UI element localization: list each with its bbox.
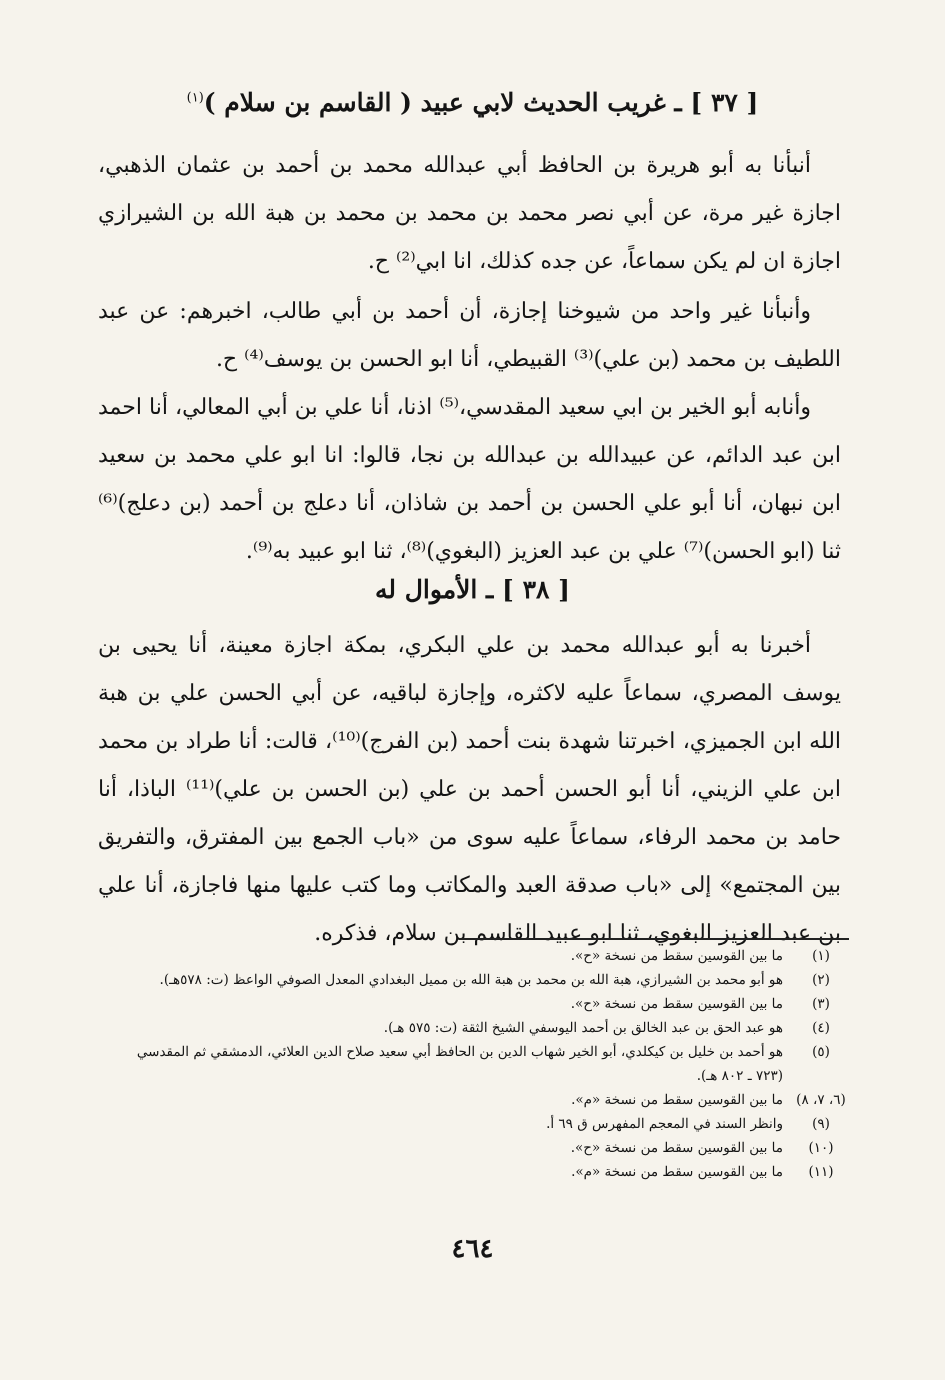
paragraph: أخبرنا به أبو عبدالله محمد بن علي البكري، بمكة اجازة معينة، أنا يحيى بن يوسف المصري، سماعاً عليه لاكثره، وإجازة لباقيه، عن أبي الحسن علي بن هبة الله ابن الجميزي، اخبرتنا شهدة بنت أحمد (بن الفرج)⁽¹⁰⁾، قالت: أنا طراد بن محمد ابن علي الزيني، أنا أبو الحسن أحمد بن علي (بن الحسن بن علي)⁽¹¹⁾ الباذا، أنا حامد بن محمد الرفاء، سماعاً عليه سوى من «باب الجمع بين المفترق، والتفريق بين المجتمع» إلى «باب صدقة العبد والمكاتب وما كتب عليها منها فاجازة، أنا علي بن عبد العزيز البغوي، ثنا ابو عبيد القاسم بن سلام، فذكره. [98,633,842,946]
paragraph: وأنابه أبو الخير بن ابي سعيد المقدسي،⁽⁵⁾ اذنا، أنا علي بن أبي المعالي، أنا احمد ابن عبد الدائم، عن عبيدالله بن عبدالله بن نجا، قالوا: انا ابو علي محمد بن سعيد ابن نبهان، أنا أبو علي الحسن بن أحمد بن شاذان، أنا دعلج بن أحمد (بن دعلج)⁽⁶⁾ ثنا (ابو الحسن)⁽⁷⁾ علي بن عبد العزيز (البغوي)⁽⁸⁾، ثنا ابو عبيد به⁽⁹⁾. [98,395,841,564]
footnote-text: ما بين القوسين سقط من نسخة «م». [571,1092,783,1108]
footnote-text: هو عبد الحق بن عبد الخالق بن أحمد اليوسفي الشيخ الثقة (ت: ٥٧٥ هـ). [383,1020,783,1036]
footnote-number: (٤) [812,1020,830,1036]
footnote-number: (١٠) [808,1140,834,1156]
section-heading-38 [100,575,845,604]
footnote-text: ما بين القوسين سقط من نسخة «ح». [570,948,783,964]
footnote-text: ما بين القوسين سقط من نسخة «م». [571,1164,783,1180]
footnote-text: ما بين القوسين سقط من نسخة «ح». [570,1140,783,1156]
footnote-number: (١) [812,948,830,964]
footnote [108,968,849,992]
footnote-text: هو أحمد بن خليل بن كيكلدي، أبو الخير شهاب الدين بن الحافظ أبي سعيد صلاح الدين العلائي، الدمشقي ثم المقدسي (٧٢٣ ـ ٨٠٢ هـ). [136,1044,783,1084]
footnote-text: ما بين القوسين سقط من نسخة «ح». [570,996,783,1012]
footnote-number: (٥) [812,1044,830,1060]
footnote-number: (٣) [812,996,830,1012]
footnote [108,1016,849,1040]
footnote [108,1088,849,1112]
footnote-divider [459,938,849,940]
footnotes-list [108,944,849,1184]
footnote [108,1040,849,1088]
footnote-number: (٦، ٧، ٨) [796,1092,846,1108]
paragraph: أنبأنا به أبو هريرة بن الحافظ أبي عبدالله محمد بن أحمد بن عثمان الذهبي، اجازة غير مرة، عن أبي نصر محمد بن محمد بن محمد بن هبة الله بن الشيرازي اجازة ان لم يكن سماعاً، عن جده كذلك، انا ابي⁽²⁾ ح. [98,153,841,274]
footnote-text: هو أبو محمد بن الشيرازي، هبة الله بن محمد بن هبة الله بن مميل البغدادي المعدل الصوفي الواعظ (ت: ٥٧٨هـ). [159,972,783,988]
footnote [108,1136,849,1160]
paragraph: وأنبأنا غير واحد من شيوخنا إجازة، أن أحمد بن أبي طالب، اخبرهم: عن عبد اللطيف بن محمد (بن علي)⁽³⁾ القبيطي، أنا ابو الحسن بن يوسف⁽⁴⁾ ح. [98,299,841,372]
section-heading-text: [ ٣٨ ] ـ الأموال له [374,575,570,604]
footnote [108,944,849,968]
footnote-marker: (١) [186,90,204,106]
footnote [108,992,849,1016]
footnote-number: (٢) [812,972,830,988]
section-heading-text: [ ٣٧ ] ـ غريب الحديث لابي عبيد ( القاسم بن سلام ) [203,88,759,117]
footnote [108,1112,849,1136]
footnote-number: (١١) [808,1164,834,1180]
footnote-text: وانظر السند في المعجم المفهرس ق ٦٩ أ. [546,1116,783,1132]
footnote-number: (٩) [812,1116,830,1132]
footnote [108,1160,849,1184]
page-number: ٤٦٤ [451,1234,494,1264]
section-heading-37 [100,88,845,117]
